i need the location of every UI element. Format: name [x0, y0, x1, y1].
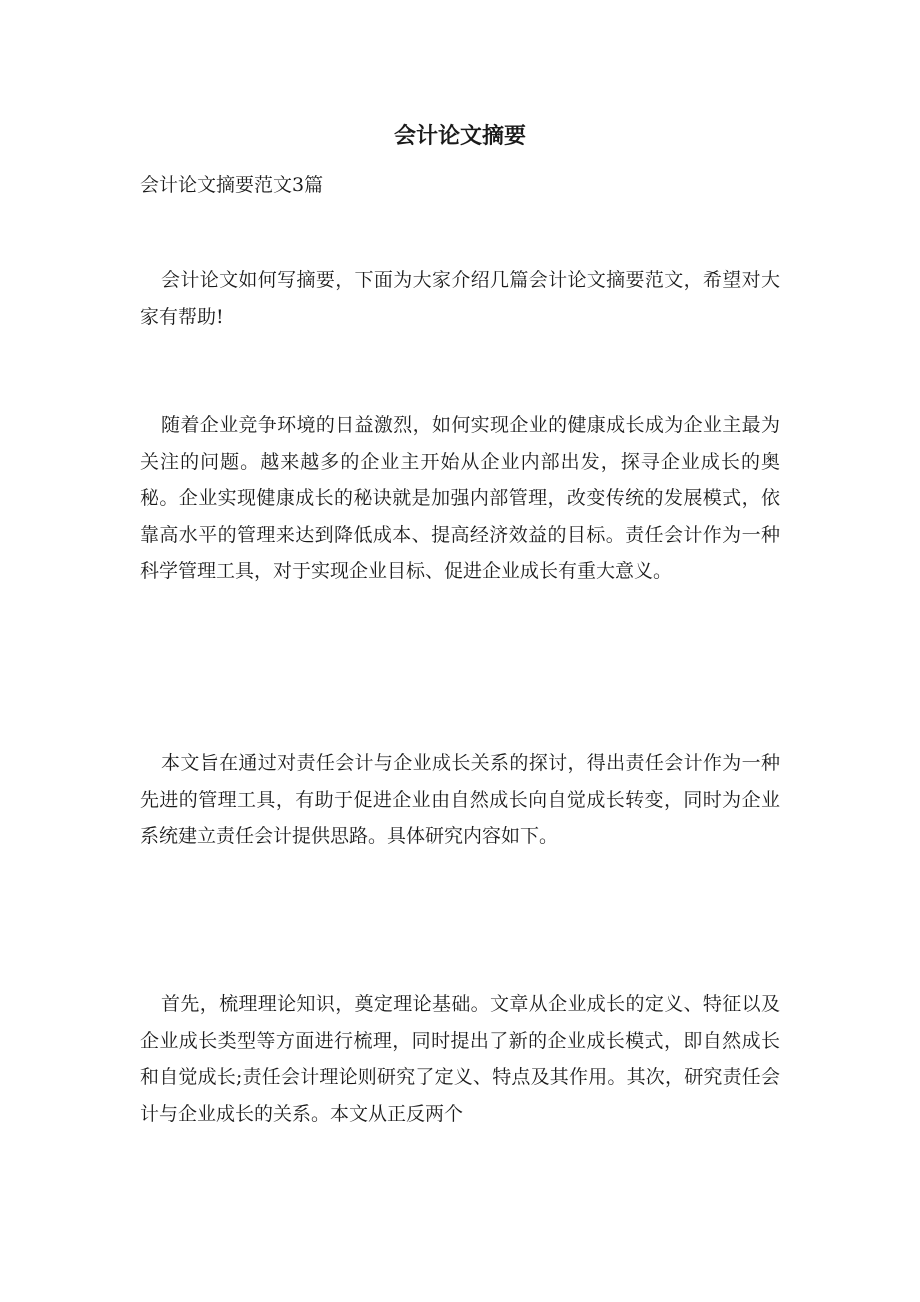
document-subtitle: 会计论文摘要范文3篇: [140, 174, 324, 196]
document-title: 会计论文摘要: [393, 123, 526, 149]
paragraph-background: 随着企业竞争环境的日益激烈，如何实现企业的健康成长成为企业主最为关注的问题。越来越多的企业主开始从企业内部出发，探寻企业成长的奥秘。企业实现健康成长的秘诀就是加强内部管理，改变传统的发展模式，依靠高水平的管理来达到降低成本、提高经济效益的目标。责任会计作为一种科学管理工具，对于实现企业目标、促进企业成长有重大意义。: [140, 414, 780, 583]
paragraph-content: 首先，梳理理论知识，奠定理论基础。文章从企业成长的定义、特征以及企业成长类型等方面进行梳理，同时提出了新的企业成长模式，即自然成长和自觉成长;责任会计理论则研究了定义、特点及其作用。其次，研究责任会计与企业成长的关系。本文从正反两个: [140, 993, 780, 1125]
paragraph-purpose: 本文旨在通过对责任会计与企业成长关系的探讨，得出责任会计作为一种先进的管理工具，有助于促进企业由自然成长向自觉成长转变，同时为企业系统建立责任会计提供思路。具体研究内容如下。: [140, 752, 780, 848]
paragraph-intro: 会计论文如何写摘要，下面为大家介绍几篇会计论文摘要范文，希望对大家有帮助!: [140, 269, 780, 328]
